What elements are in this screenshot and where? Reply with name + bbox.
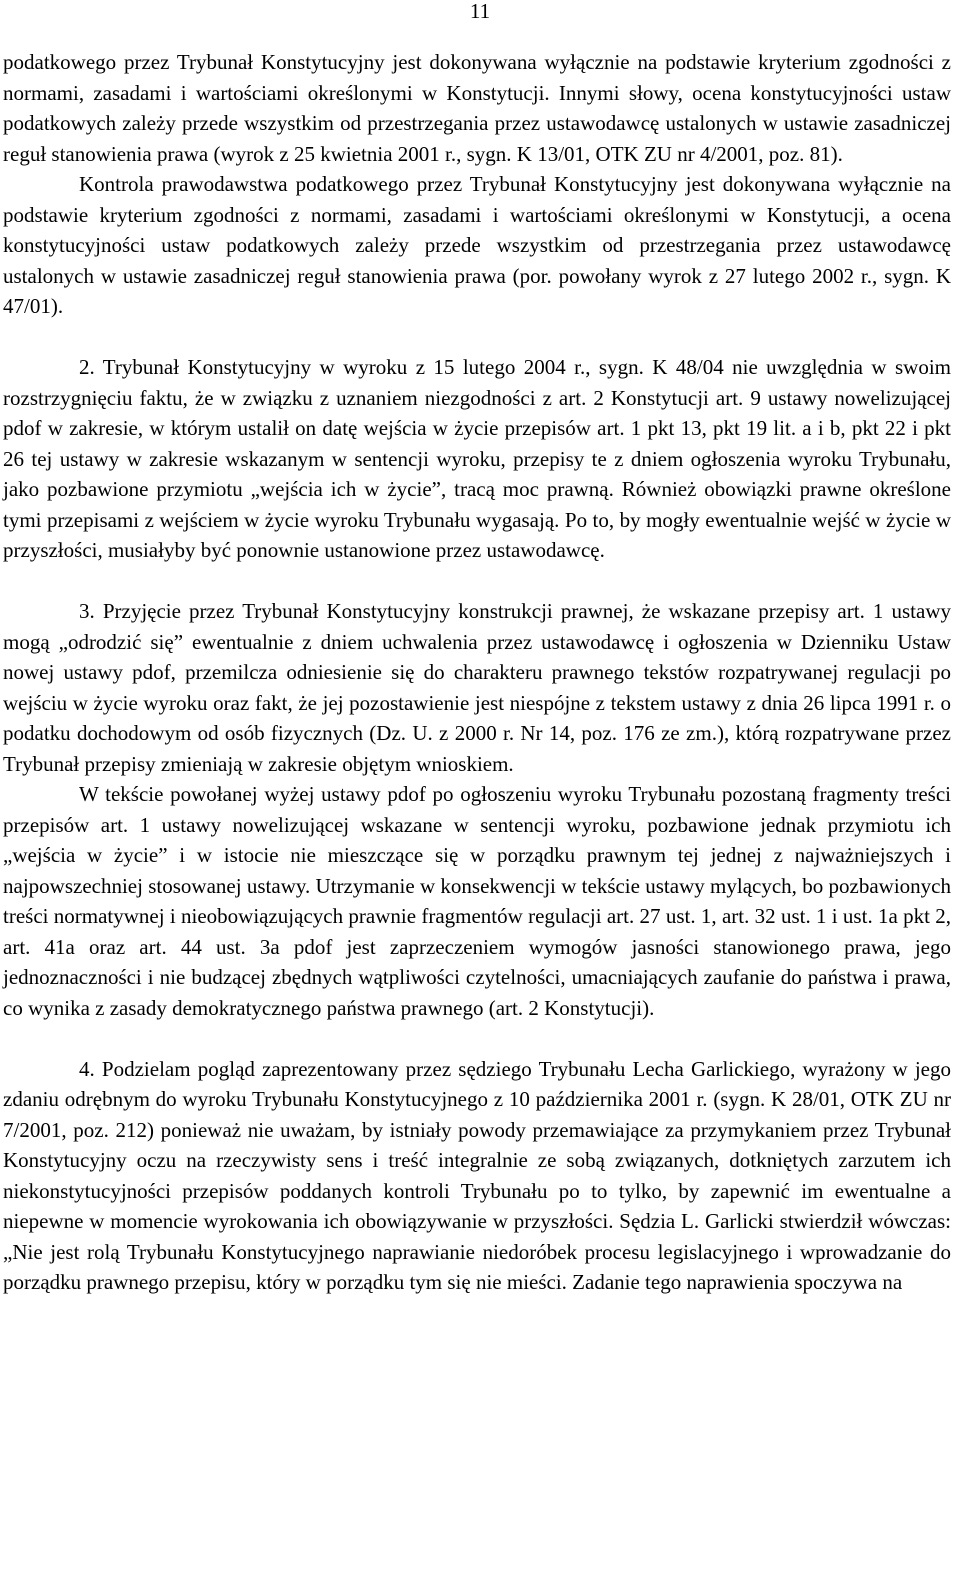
paragraph: 4. Podzielam pogląd zaprezentowany przez sędziego Trybunału Lecha Garlickiego, wyrażony w jego zdaniu odrębnym do wyroku Trybunału Konstytucyjnego z 10 października 2001 r. (sygn. K 28/01, OTK ZU nr 7/2001, poz. 212) ponieważ nie uważam, by istniały powody przemawiające za przymykaniem przez Trybunał Konstytucyjny oczu na rzeczywisty sens i treść integralnie ze sobą związanych, dotkniętych zarzutem ich niekonstytucyjności przepisów poddanych kontroli Trybunału po to tylko, by zapewnić im ewentualne a niepewne w momencie wyrokowania ich obowiązywanie w przyszłości. Sędzia L. Garlicki stwierdził wówczas: „Nie jest rolą Trybunału Konstytucyjnego naprawianie niedoróbek procesu legislacyjnego i wprowadzanie do porządku prawnego przepisu, który w porządku tym się nie mieści. Zadanie tego naprawienia spoczywa na (3, 1056, 951, 1294)
page-number: 11 (469, 0, 491, 23)
paragraph: 2. Trybunał Konstytucyjny w wyroku z 15 lutego 2004 r., sygn. K 48/04 nie uwzględnia w swoim rozstrzygnięciu faktu, że w związku z uznaniem niezgodności z art. 2 Konstytucji art. 9 ustawy nowelizującej pdof w zakresie, w którym ustalił on datę wejścia w życie przepisów art. 1 pkt 13, pkt 19 lit. a i b, pkt 22 i pkt 26 tej ustawy w zakresie wskazanym w sentencji wyroku, przepisy te z dniem ogłoszenia wyroku Trybunału, jako pozbawione przymiotu „wejścia ich w życie”, tracą moc prawną. Również obowiązki prawne określone tymi przepisami z wejściem w życie wyroku Trybunału wygasają. Po to, by mogły ewentualnie wejść w życie w przyszłości, musiałyby być ponownie ustanowione przez ustawodawcę. (3, 355, 951, 562)
paragraph: W tekście powołanej wyżej ustawy pdof po ogłoszeniu wyroku Trybunału pozostaną fragmenty treści przepisów art. 1 ustawy nowelizującej wskazane w sentencji wyroku, pozbawione jednak przymiotu ich „wejścia w życie” i w istocie nie mieszczące się w porządku prawnym tej jednej z najważniejszych i najpowszechniej stosowanej ustawy. Utrzymanie w konsekwencji w tekście ustawy mylących, bo pozbawionych treści normatywnej i nieobowiązujących prawnie fragmentów regulacji art. 27 ust. 1, art. 32 ust. 1 i ust. 1a pkt 2, art. 41a oraz art. 44 ust. 3a pdof jest zaprzeczeniem wymogów jasności stanowionego prawa, jego jednoznaczności i nie budzącej zbędnych wątpliwości czytelności, umacniających zaufanie do państwa i prawa, co wynika z zasady demokratycznego państwa prawnego (art. 2 Konstytucji). (3, 782, 951, 1020)
paragraph: podatkowego przez Trybunał Konstytucyjny jest dokonywana wyłącznie na podstawie kryterium zgodności z normami, zasadami i wartościami określonymi w Konstytucji. Innymi słowy, ocena konstytucyjności ustaw podatkowych zależy przede wszystkim od przestrzegania przez ustawodawcę ustalonych w ustawie zasadniczej reguł stanowienia prawa (wyrok z 25 kwietnia 2001 r., sygn. K 13/01, OTK ZU nr 4/2001, poz. 81). (3, 50, 951, 166)
document-body (3, 47, 951, 1298)
paragraph: Kontrola prawodawstwa podatkowego przez Trybunał Konstytucyjny jest dokonywana wyłącznie na podstawie kryterium zgodności z normami, zasadami i wartościami określonymi w Konstytucji, a ocena konstytucyjności ustaw podatkowych zależy przede wszystkim od przestrzegania przez ustawodawcę ustalonych w ustawie zasadniczej reguł stanowienia prawa (por. powołany wyrok z 27 lutego 2002 r., sygn. K 47/01). (3, 172, 951, 318)
paragraph: 3. Przyjęcie przez Trybunał Konstytucyjny konstrukcji prawnej, że wskazane przepisy art. 1 ustawy mogą „odrodzić się” ewentualnie z dniem uchwalenia przez ustawodawcę i ogłoszenia w Dzienniku Ustaw nowej ustawy pdof, przemilcza odniesienie się do charakteru prawnego tekstów rozpatrywanej regulacji po wejściu w życie wyroku oraz fakt, że jej pozostawienie jest niespójne z tekstem ustawy z dnia 26 lipca 1991 r. o podatku dochodowym od osób fizycznych (Dz. U. z 2000 r. Nr 14, poz. 176 ze zm.), którą rozpatrywane przez Trybunał przepisy zmieniają w zakresie objętym wnioskiem. (3, 599, 951, 776)
